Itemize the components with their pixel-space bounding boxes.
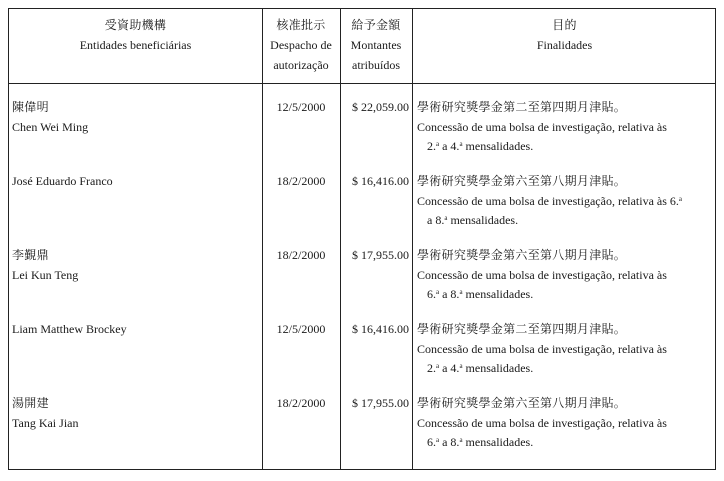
row-purpose-pt bbox=[417, 192, 682, 230]
row-purpose-pt-line1: Concessão de uma bolsa de investigação, relativa às bbox=[417, 342, 667, 356]
row-name-zh: 李覲鼎 bbox=[12, 248, 49, 262]
header-amount bbox=[340, 15, 412, 75]
header-despacho-pt2: autorização bbox=[273, 58, 329, 72]
row-purpose-pt-line1: Concessão de uma bolsa de investigação, relativa às bbox=[417, 268, 667, 282]
header-amount-pt1: Montantes bbox=[350, 38, 402, 52]
row-date: 18/2/2000 bbox=[276, 248, 326, 262]
header-despacho-zh: 核准批示 bbox=[276, 18, 326, 32]
grants-table bbox=[8, 8, 716, 470]
row-purpose-pt-line2: 2.$^a$ a 4.$^a$ mensalidades. bbox=[427, 361, 534, 375]
row-date: 18/2/2000 bbox=[276, 174, 326, 188]
row-purpose-pt-line2: a 8.$^a$ mensalidades. bbox=[427, 213, 519, 227]
header-purpose-zh: 目的 bbox=[552, 18, 577, 32]
row-purpose-pt-line1: Concessão de uma bolsa de investigação, relativa às bbox=[417, 120, 667, 134]
header-purpose-pt: Finalidades bbox=[536, 38, 593, 52]
row-name-zh: 陳偉明 bbox=[12, 100, 49, 114]
header-entity-pt: Entidades beneficiárias bbox=[79, 38, 192, 52]
row-purpose-zh: 學術研究獎學金第六至第八期月津貼。 bbox=[417, 248, 627, 262]
row-name-zh: 湯開建 bbox=[12, 396, 49, 410]
row-date: 12/5/2000 bbox=[276, 322, 326, 336]
row-purpose-pt-line2: 2.$^a$ a 4.$^a$ mensalidades. bbox=[427, 139, 534, 153]
row-purpose-pt bbox=[417, 414, 667, 452]
header-purpose bbox=[412, 15, 717, 55]
row-purpose-pt-line2: 6.$^a$ a 8.$^a$ mensalidades. bbox=[427, 287, 534, 301]
row-purpose-zh: 學術研究獎學金第二至第四期月津貼。 bbox=[417, 100, 627, 114]
row-date: 12/5/2000 bbox=[276, 100, 326, 114]
row-purpose-pt bbox=[417, 340, 667, 378]
row-name: Lei Kun Teng bbox=[12, 268, 79, 282]
header-despacho bbox=[262, 15, 340, 75]
row-name: Tang Kai Jian bbox=[12, 416, 79, 430]
row-purpose-pt bbox=[417, 266, 667, 304]
row-amount: $ 16,416.00 bbox=[352, 174, 409, 188]
row-purpose-zh: 學術研究獎學金第六至第八期月津貼。 bbox=[417, 174, 627, 188]
row-name: Chen Wei Ming bbox=[12, 120, 89, 134]
row-amount: $ 16,416.00 bbox=[352, 322, 409, 336]
header-entity bbox=[9, 15, 262, 55]
header-divider bbox=[9, 83, 715, 84]
header-despacho-pt1: Despacho de bbox=[270, 38, 332, 52]
row-date: 18/2/2000 bbox=[276, 396, 326, 410]
row-purpose-pt-line1: Concessão de uma bolsa de investigação, relativa às 6.$^a$ bbox=[417, 194, 683, 208]
row-purpose-pt-line2: 6.$^a$ a 8.$^a$ mensalidades. bbox=[427, 435, 534, 449]
row-amount: $ 17,955.00 bbox=[352, 248, 409, 262]
header-amount-zh: 給予金額 bbox=[351, 18, 401, 32]
header-amount-pt2: atribuídos bbox=[352, 58, 400, 72]
row-amount: $ 22,059.00 bbox=[352, 100, 409, 114]
row-purpose-pt-line1: Concessão de uma bolsa de investigação, relativa às bbox=[417, 416, 667, 430]
row-purpose-zh: 學術研究獎學金第二至第四期月津貼。 bbox=[417, 322, 627, 336]
header-entity-zh: 受資助機構 bbox=[104, 18, 167, 32]
column-divider bbox=[412, 9, 413, 469]
row-name: José Eduardo Franco bbox=[12, 174, 113, 188]
row-purpose-pt bbox=[417, 118, 667, 156]
row-amount: $ 17,955.00 bbox=[352, 396, 409, 410]
row-purpose-zh: 學術研究獎學金第六至第八期月津貼。 bbox=[417, 396, 627, 410]
row-name: Liam Matthew Brockey bbox=[12, 322, 127, 336]
